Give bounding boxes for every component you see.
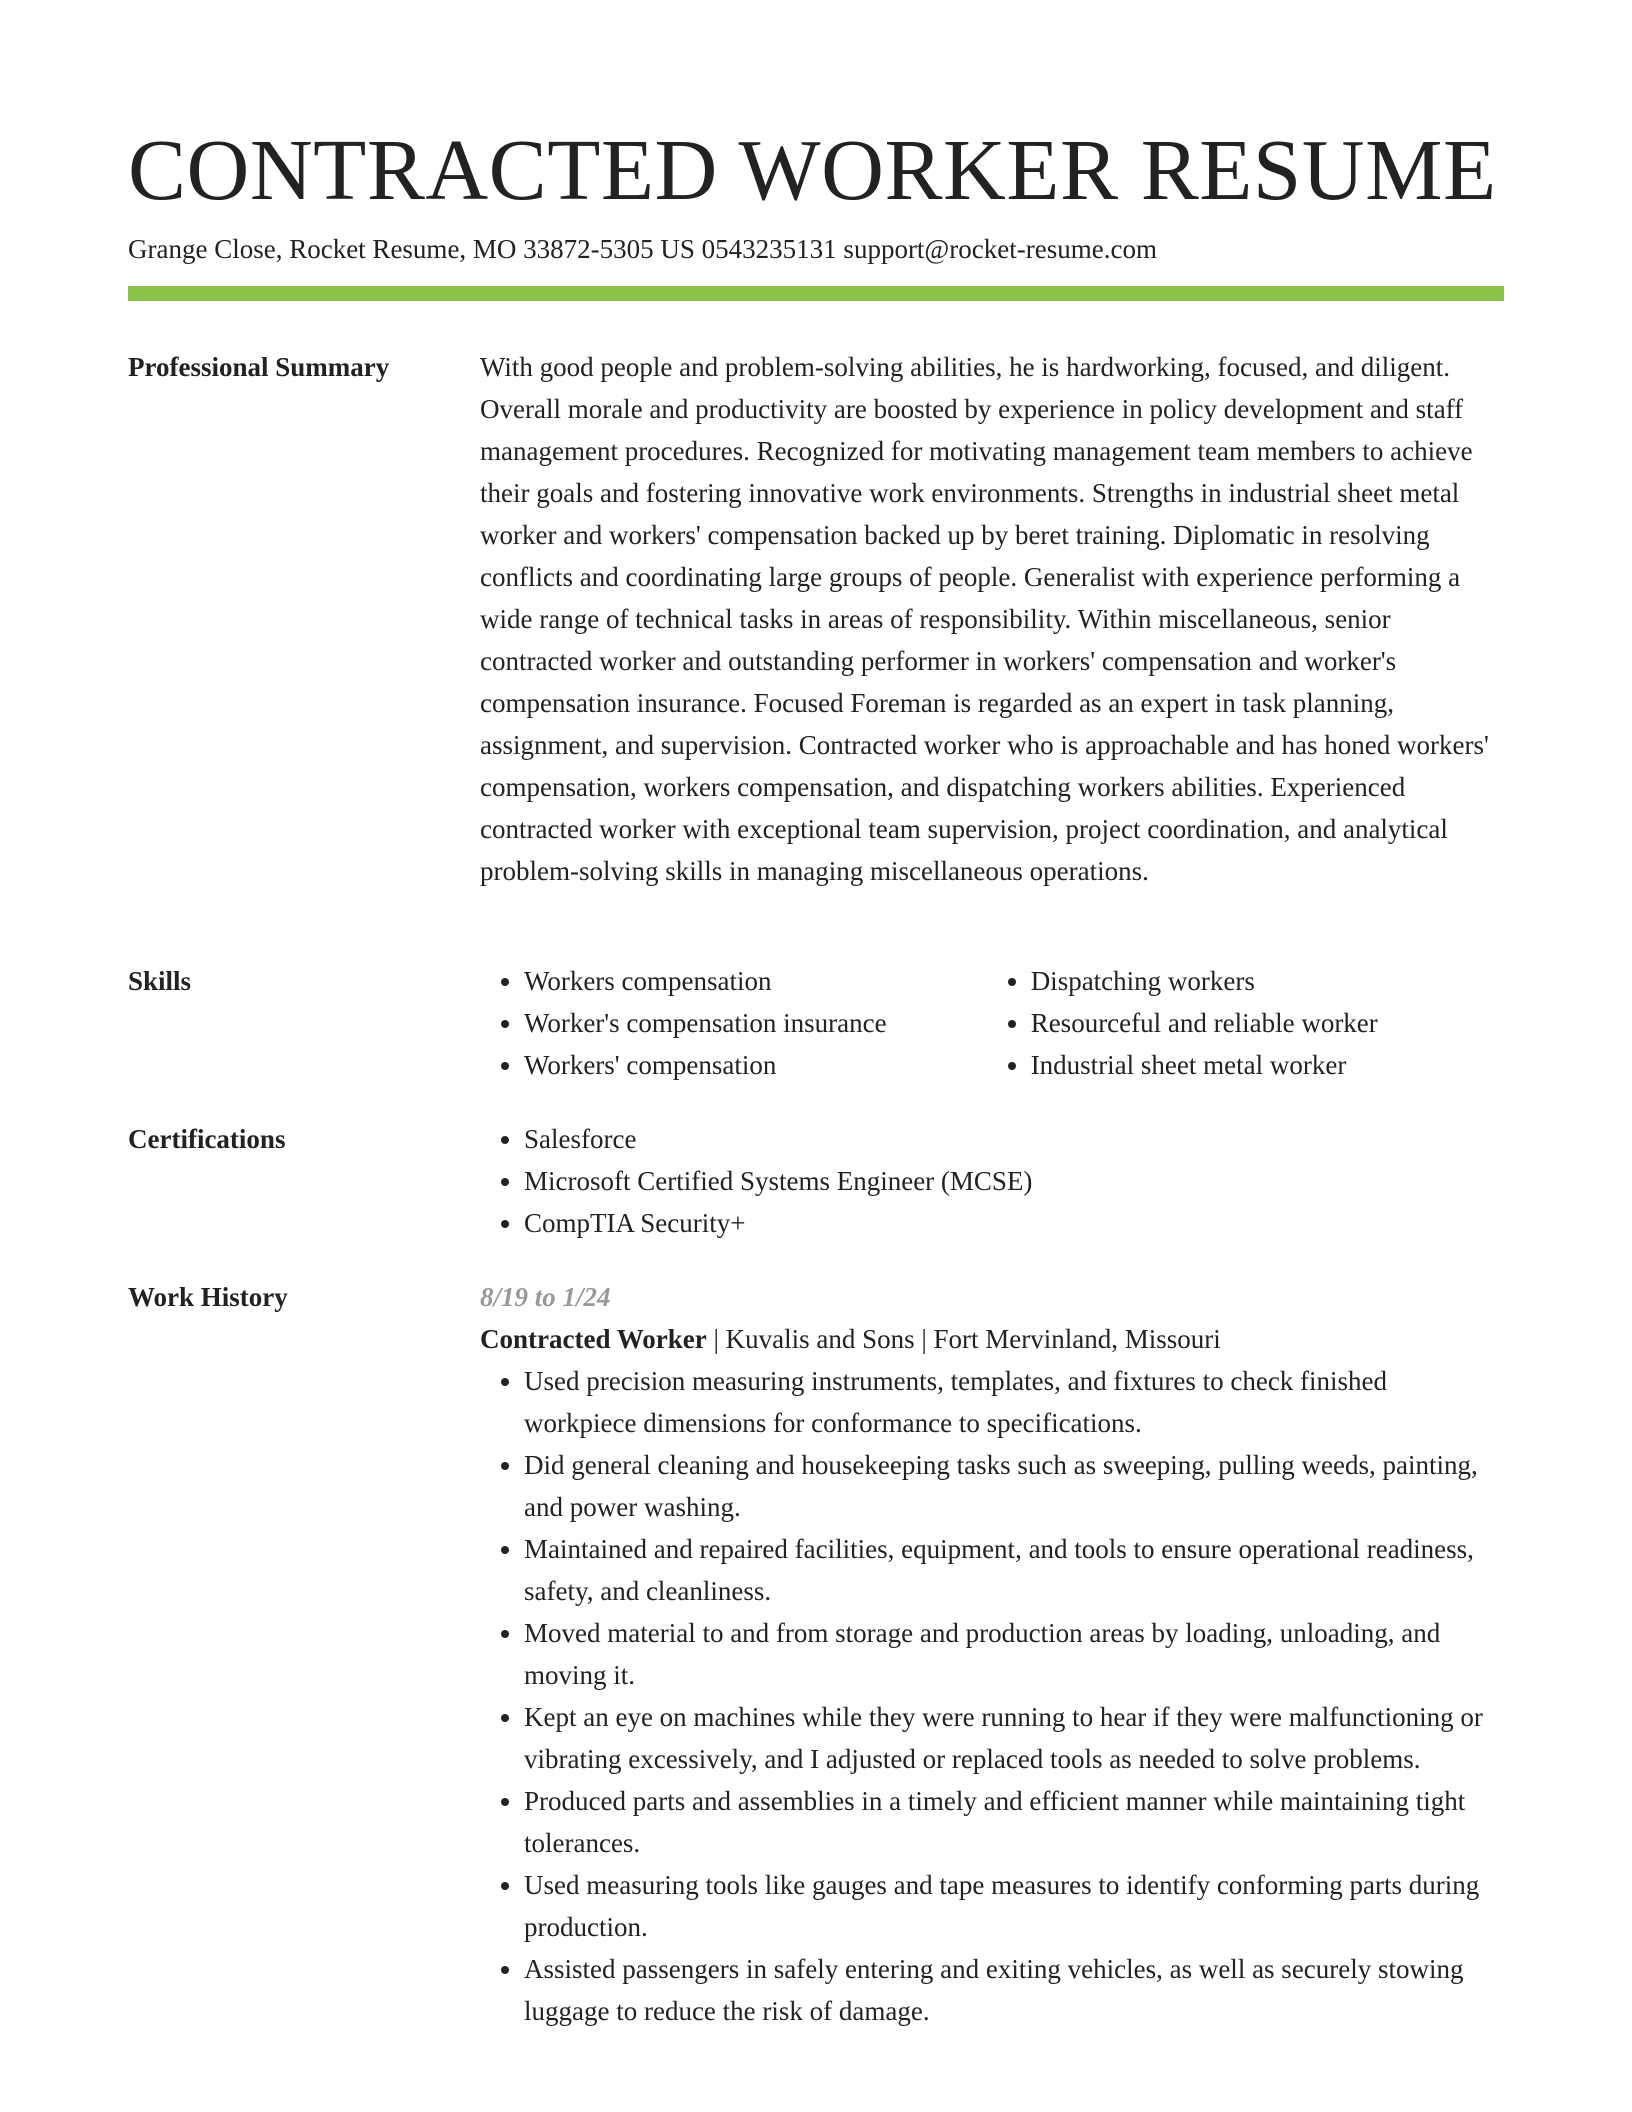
skills-column-2 [987,960,1504,1086]
skills-column-1 [480,960,943,1086]
summary-text: With good people and problem-solving abilities, he is hardworking, focused, and diligent. Overall morale and productivity are boosted by experience in policy development and staff management procedures. Recognized for motivating management team members to achieve their goals and fostering innovative work environments. Strengths in industrial sheet metal worker and workers' compensation backed up by beret training. Diplomatic in resolving conflicts and coordinating large groups of people. Generalist with experience performing a wide range of technical tasks in areas of responsibility. Within miscellaneous, senior contracted worker and outstanding performer in workers' compensation and worker's compensation insurance. Focused Foreman is regarded as an expert in task planning, assignment, and supervision. Contracted worker who is approachable and has honed workers' compensation, workers compensation, and dispatching workers abilities. Experienced contracted worker with exceptional team supervision, project coordination, and analytical problem-solving skills in managing miscellaneous operations. [480,352,1489,886]
job-dates: 8/19 to 1/24 [480,1282,611,1312]
work-history-body [480,1276,1504,2032]
job-heading [480,1318,1504,1360]
job-bullet: • Assisted passengers in safely entering and exiting vehicles, as well as securely stowing luggage to reduce the risk of damage. [524,1948,1504,2032]
job-details: | Kuvalis and Sons | Fort Mervinland, Missouri [706,1324,1221,1354]
skill-item: • Workers compensation [524,960,943,1002]
skills-label: Skills [128,966,192,996]
skill-item: • Worker's compensation insurance [524,1002,943,1044]
job-bullet: • Maintained and repaired facilities, equipment, and tools to ensure operational readiness, safety, and cleanliness. [524,1528,1504,1612]
job-bullets [480,1360,1504,2032]
skill-item: • Workers' compensation [524,1044,943,1086]
certifications-list [480,1118,1504,1244]
contact-line: Grange Close, Rocket Resume, MO 33872-5305 US 0543235131 support@rocket-resume.com [128,234,1157,264]
certifications-body [480,1118,1504,1244]
work-history-label: Work History [128,1282,288,1312]
skill-item: • Resourceful and reliable worker [1031,1002,1504,1044]
header-divider [128,286,1504,301]
certification-item: • CompTIA Security+ [524,1202,1504,1244]
job-bullet: • Used precision measuring instruments, templates, and fixtures to check finished workpiece dimensions for conformance to specifications. [524,1360,1504,1444]
skills-body [480,960,1504,1086]
certifications-label: Certifications [128,1124,286,1154]
certification-item: • Microsoft Certified Systems Engineer (MCSE) [524,1160,1504,1202]
resume-header [128,118,1504,266]
job-bullet: • Kept an eye on machines while they were running to hear if they were malfunctioning or vibrating excessively, and I adjusted or replaced tools as needed to solve problems. [524,1696,1504,1780]
job-title: Contracted Worker [480,1324,707,1354]
job-bullet: • Used measuring tools like gauges and tape measures to identify conforming parts during production. [524,1864,1504,1948]
summary-body [480,346,1504,892]
job-bullet: • Moved material to and from storage and production areas by loading, unloading, and moving it. [524,1612,1504,1696]
skill-item: • Industrial sheet metal worker [1031,1044,1504,1086]
resume-title: CONTRACTED WORKER RESUME [128,121,1497,218]
summary-label: Professional Summary [128,352,390,382]
certification-item: • Salesforce [524,1118,1504,1160]
skill-item: • Dispatching workers [1031,960,1504,1002]
job-bullet: • Produced parts and assemblies in a timely and efficient manner while maintaining tight tolerances. [524,1780,1504,1864]
job-bullet: • Did general cleaning and housekeeping tasks such as sweeping, pulling weeds, painting, and power washing. [524,1444,1504,1528]
